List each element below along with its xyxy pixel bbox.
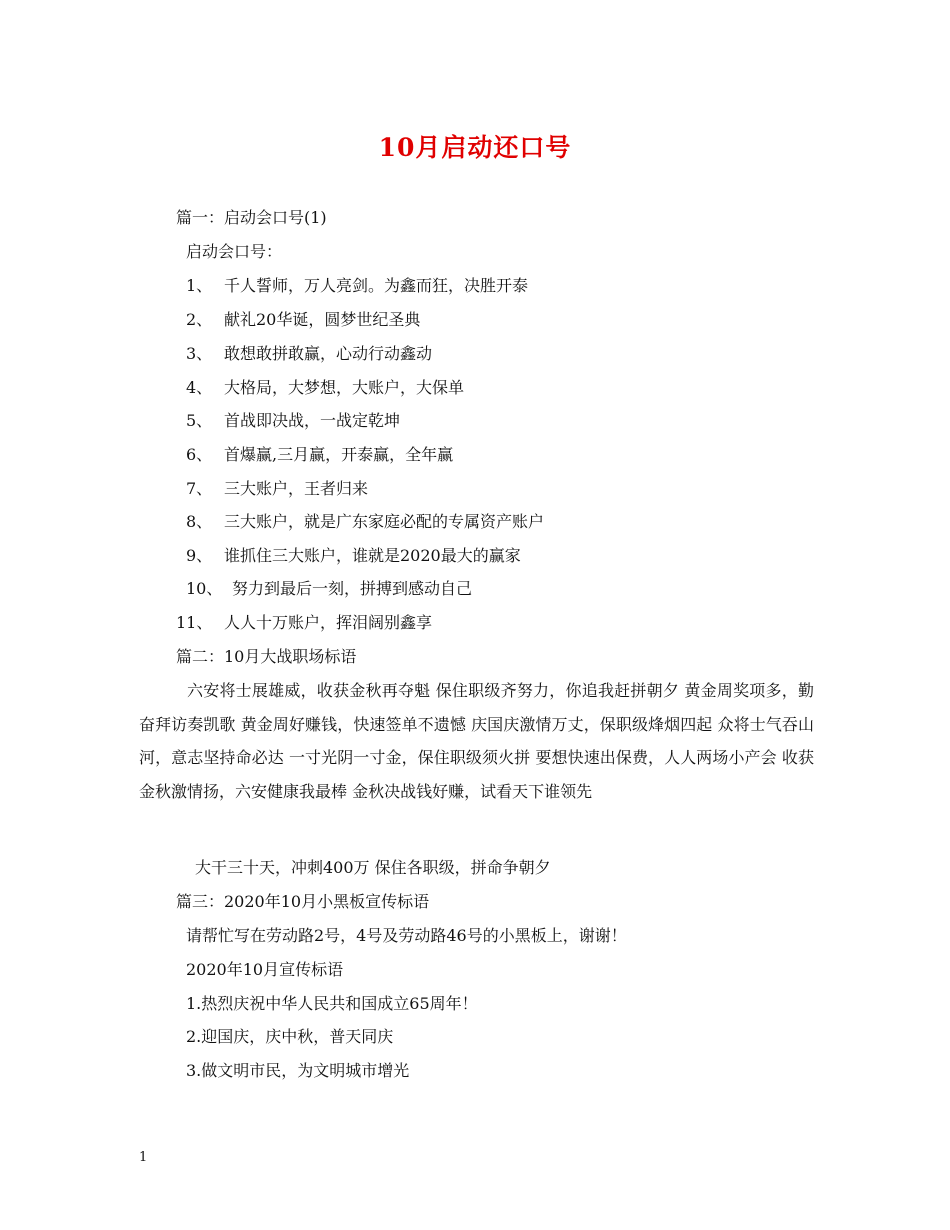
list-item-number: 10、 <box>186 579 223 598</box>
section2-line: 大干三十天，冲刺400万 保住各职级，拼命争朝夕 <box>195 858 551 877</box>
list-item-text: 首爆赢,三月赢，开泰赢，全年赢 <box>224 445 454 464</box>
list-item-number: 11、 <box>176 613 213 632</box>
list-item-text: 敢想敢拼敢赢，心动行动鑫动 <box>224 344 433 363</box>
section3-subheading: 2020年10月宣传标语 <box>186 960 344 979</box>
list-item-text: 首战即决战，一战定乾坤 <box>224 411 401 430</box>
list-item-text: 三大账户，就是广东家庭必配的专属资产账户 <box>224 512 545 531</box>
section1-subheading: 启动会口号： <box>186 242 283 261</box>
document-title: 10月启动还口号 <box>378 133 572 162</box>
section1-heading: 篇一：启动会口号(1) <box>176 208 327 227</box>
list-item-number: 3、 <box>186 344 213 363</box>
list-item-number: 4、 <box>186 378 213 397</box>
list-item: 1.热烈庆祝中华人民共和国成立65周年！ <box>186 994 478 1013</box>
list-item: 3.做文明市民，为文明城市增光 <box>186 1061 410 1080</box>
page-number: 1 <box>139 1150 148 1165</box>
list-item-number: 5、 <box>186 411 213 430</box>
list-item-number: 9、 <box>186 546 213 565</box>
list-item-text: 努力到最后一刻，拼搏到感动自己 <box>232 579 473 598</box>
section2-heading: 篇二：10月大战职场标语 <box>176 647 357 666</box>
list-item: 2.迎国庆，庆中秋，普天同庆 <box>186 1027 394 1046</box>
section2-paragraph: 六安将士展雄威，收获金秋再夺魁 保住职级齐努力，你追我赶拼朝夕 黄金周奖项多，勤奋拜访奏凯歌 黄金周好赚钱，快速签单不遗憾 庆国庆激情万丈，保职级烽烟四起 众将士气吞山河，意志坚持命必达 一寸光阴一寸金，保住职级须火拼 要想快速出保费，人人两场小产会 收获金秋激情扬，六安健康我最棒 金秋决战钱好赚，试看天下谁领先 <box>139 681 814 801</box>
list-item-text: 人人十万账户，挥泪阔别鑫享 <box>224 613 433 632</box>
list-item-number: 1、 <box>186 276 213 295</box>
list-item-text: 三大账户，王者归来 <box>224 479 369 498</box>
section3-heading: 篇三：2020年10月小黑板宣传标语 <box>176 892 430 911</box>
section3-request: 请帮忙写在劳动路2号，4号及劳动路46号的小黑板上，谢谢！ <box>186 926 627 945</box>
list-item-number: 6、 <box>186 445 213 464</box>
list-item-number: 2、 <box>186 310 213 329</box>
list-item-text: 献礼20华诞，圆梦世纪圣典 <box>224 310 421 329</box>
list-item-text: 大格局，大梦想，大账户，大保单 <box>224 378 465 397</box>
list-item-number: 8、 <box>186 512 213 531</box>
list-item-number: 7、 <box>186 479 213 498</box>
list-item-text: 谁抓住三大账户，谁就是2020最大的赢家 <box>224 546 521 565</box>
list-item-text: 千人誓师，万人亮剑。为鑫而狂，决胜开泰 <box>224 276 529 295</box>
